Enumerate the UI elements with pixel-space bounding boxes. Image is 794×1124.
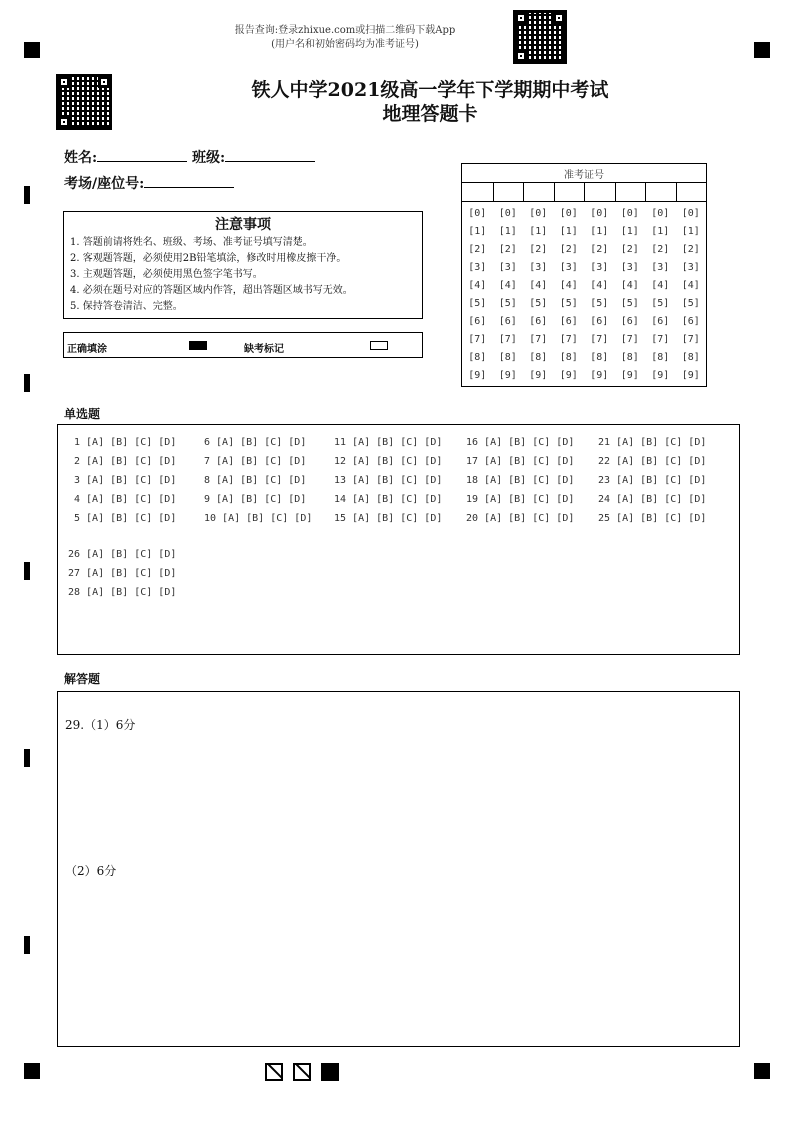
admission-digit-bubble[interactable]: [4] — [590, 280, 609, 291]
admission-digit-bubble[interactable]: [7] — [620, 334, 639, 345]
admission-digit-column — [676, 205, 707, 385]
notice-item: 4. 必须在题号对应的答题区域内作答，超出答题区域书写无效。 — [70, 285, 353, 296]
qr-code-app — [513, 10, 567, 64]
admission-digit-bubble[interactable]: [8] — [651, 352, 670, 363]
notice-box — [63, 211, 423, 319]
admission-digit-bubble[interactable]: [6] — [590, 316, 609, 327]
admission-digit-column — [493, 205, 524, 385]
admission-digit-bubble[interactable]: [2] — [590, 244, 609, 255]
answer-area[interactable] — [57, 691, 740, 1047]
admission-digit-bubble[interactable]: [0] — [620, 208, 639, 219]
notice-item: 3. 主观题答题，必须使用黑色签字笔书写。 — [70, 269, 263, 280]
question-29-part2: （2）6分 — [65, 864, 117, 878]
report-note-line2: (用户名和初始密码均为准考证号) — [271, 39, 419, 50]
admission-digit-bubble[interactable]: [7] — [651, 334, 670, 345]
admission-digit-bubble[interactable]: [2] — [498, 244, 517, 255]
admission-digit-bubble[interactable]: [6] — [498, 316, 517, 327]
correct-fill-label: 正确填涂 — [67, 344, 107, 355]
choice-question-row[interactable]: 24 [A] [B] [C] [D] — [598, 494, 707, 505]
admission-digit-bubble[interactable]: [2] — [529, 244, 548, 255]
admission-digit-bubble[interactable]: [6] — [651, 316, 670, 327]
admission-digit-bubble[interactable]: [7] — [498, 334, 517, 345]
corner-mark-bottom-right — [754, 1063, 770, 1079]
admission-digit-bubble[interactable]: [2] — [681, 244, 700, 255]
admission-digit-bubble[interactable]: [5] — [620, 298, 639, 309]
admission-digit-bubble[interactable]: [3] — [590, 262, 609, 273]
admission-digit-bubble[interactable]: [5] — [468, 298, 487, 309]
choice-question-row[interactable]: 22 [A] [B] [C] [D] — [598, 456, 707, 467]
choice-question-row[interactable]: 13 [A] [B] [C] [D] — [334, 475, 443, 486]
admission-digit-bubble[interactable]: [2] — [620, 244, 639, 255]
corner-mark-bottom-left — [24, 1063, 40, 1079]
choice-question-row[interactable]: 7 [A] [B] [C] [D] — [204, 456, 307, 467]
timing-bar — [24, 562, 30, 580]
report-note — [200, 24, 490, 52]
admission-digit-bubble[interactable]: [6] — [559, 316, 578, 327]
admission-digit-bubble[interactable]: [0] — [559, 208, 578, 219]
admission-digit-bubble[interactable]: [0] — [681, 208, 700, 219]
admission-digit-bubble[interactable]: [5] — [559, 298, 578, 309]
timing-bar — [24, 936, 30, 954]
admission-digit-bubble[interactable]: [9] — [498, 370, 517, 381]
choice-question-row[interactable]: 19 [A] [B] [C] [D] — [466, 494, 575, 505]
admission-digit-bubble[interactable]: [1] — [468, 226, 487, 237]
single-choice-area — [57, 424, 740, 655]
choice-question-row[interactable]: 21 [A] [B] [C] [D] — [598, 437, 707, 448]
choice-question-row[interactable]: 8 [A] [B] [C] [D] — [204, 475, 307, 486]
choice-question-row[interactable]: 2 [A] [B] [C] [D] — [74, 456, 177, 467]
admission-digit-bubble[interactable]: [8] — [559, 352, 578, 363]
admission-digit-bubble[interactable]: [3] — [498, 262, 517, 273]
choice-question-row[interactable]: 3 [A] [B] [C] [D] — [74, 475, 177, 486]
admission-digit-bubble[interactable]: [0] — [468, 208, 487, 219]
admission-digit-bubble[interactable]: [6] — [620, 316, 639, 327]
admission-digit-bubble[interactable]: [3] — [651, 262, 670, 273]
admission-title: 准考证号 — [564, 170, 604, 181]
admission-digit-bubble[interactable]: [8] — [468, 352, 487, 363]
admission-digit-bubble[interactable]: [7] — [468, 334, 487, 345]
notice-item: 1. 答题前请将姓名、班级、考场、准考证号填写清楚。 — [70, 237, 313, 248]
admission-digit-bubble[interactable]: [4] — [468, 280, 487, 291]
choice-question-row[interactable]: 14 [A] [B] [C] [D] — [334, 494, 443, 505]
admission-digit-bubble[interactable]: [0] — [498, 208, 517, 219]
choice-question-row[interactable]: 28 [A] [B] [C] [D] — [68, 587, 177, 598]
admission-digit-bubble[interactable]: [8] — [620, 352, 639, 363]
admission-digit-bubble[interactable]: [6] — [681, 316, 700, 327]
qr-code-student — [56, 74, 112, 130]
absent-mark-box[interactable] — [370, 341, 388, 350]
admission-digit-bubble[interactable]: [1] — [620, 226, 639, 237]
admission-digit-bubble[interactable]: [4] — [651, 280, 670, 291]
timing-bar — [24, 749, 30, 767]
choice-question-row[interactable]: 25 [A] [B] [C] [D] — [598, 513, 707, 524]
answer-label: 解答题 — [64, 672, 101, 686]
choice-question-row[interactable]: 5 [A] [B] [C] [D] — [74, 513, 177, 524]
admission-digit-bubble[interactable]: [7] — [681, 334, 700, 345]
admission-digit-bubble[interactable]: [3] — [468, 262, 487, 273]
name-field[interactable] — [97, 148, 187, 162]
notice-item: 2. 客观题答题，必须使用2B铅笔填涂，修改时用橡皮擦干净。 — [70, 253, 347, 264]
choice-question-row[interactable]: 6 [A] [B] [C] [D] — [204, 437, 307, 448]
correct-fill-sample — [189, 341, 207, 350]
timing-bar — [24, 186, 30, 204]
corner-mark-top-right — [754, 42, 770, 58]
admission-digit-bubble[interactable]: [5] — [590, 298, 609, 309]
admission-digit-column — [554, 205, 585, 385]
seat-row — [64, 173, 234, 193]
page-mark-slash — [293, 1063, 311, 1081]
admission-digit-bubble[interactable]: [0] — [590, 208, 609, 219]
admission-digit-bubble[interactable]: [1] — [529, 226, 548, 237]
notice-title: 注意事项 — [215, 217, 271, 233]
absent-mark-label: 缺考标记 — [244, 344, 284, 355]
exam-title-line1: 铁人中学2021级高一学年下学期期中考试 — [251, 79, 609, 101]
corner-mark-top-left — [24, 42, 40, 58]
admission-digit-bubble[interactable]: [4] — [620, 280, 639, 291]
admission-digit-bubble[interactable]: [9] — [529, 370, 548, 381]
admission-digit-bubble[interactable]: [1] — [681, 226, 700, 237]
choice-question-row[interactable]: 16 [A] [B] [C] [D] — [466, 437, 575, 448]
admission-digit-bubble[interactable]: [2] — [468, 244, 487, 255]
admission-digit-bubble[interactable]: [3] — [620, 262, 639, 273]
admission-digit-bubble[interactable]: [5] — [498, 298, 517, 309]
admission-digit-column — [645, 205, 676, 385]
choice-question-row[interactable]: 9 [A] [B] [C] [D] — [204, 494, 307, 505]
choice-question-row[interactable]: 11 [A] [B] [C] [D] — [334, 437, 443, 448]
choice-question-row[interactable]: 12 [A] [B] [C] [D] — [334, 456, 443, 467]
admission-digit-bubble[interactable]: [5] — [651, 298, 670, 309]
choice-question-row[interactable]: 4 [A] [B] [C] [D] — [74, 494, 177, 505]
class-field[interactable] — [225, 148, 315, 162]
admission-digit-bubble[interactable]: [4] — [681, 280, 700, 291]
admission-digit-bubble[interactable]: [4] — [529, 280, 548, 291]
admission-digit-bubble[interactable]: [3] — [559, 262, 578, 273]
admission-digit-bubble[interactable]: [7] — [590, 334, 609, 345]
name-label: 姓名: — [64, 150, 98, 166]
choice-question-row[interactable]: 18 [A] [B] [C] [D] — [466, 475, 575, 486]
choice-question-row[interactable]: 17 [A] [B] [C] [D] — [466, 456, 575, 467]
report-note-line1: 报告查询:登录zhixue.com或扫描二维码下载App — [234, 25, 456, 36]
admission-digit-bubble[interactable]: [3] — [529, 262, 548, 273]
admission-digit-bubble[interactable]: [9] — [590, 370, 609, 381]
choice-question-row[interactable]: 10 [A] [B] [C] [D] — [204, 513, 313, 524]
admission-digit-bubble[interactable]: [8] — [590, 352, 609, 363]
admission-digit-bubble[interactable]: [1] — [651, 226, 670, 237]
admission-digit-column — [523, 205, 554, 385]
choice-question-row[interactable]: 1 [A] [B] [C] [D] — [74, 437, 177, 448]
admission-digit-bubble[interactable]: [9] — [620, 370, 639, 381]
admission-digit-bubble[interactable]: [4] — [559, 280, 578, 291]
admission-digit-column — [615, 205, 646, 385]
page-mark-solid — [321, 1063, 339, 1081]
admission-digit-bubble[interactable]: [9] — [681, 370, 700, 381]
admission-digit-bubble[interactable]: [9] — [651, 370, 670, 381]
admission-digit-bubble[interactable]: [1] — [590, 226, 609, 237]
admission-digit-column — [462, 205, 493, 385]
admission-digit-column — [584, 205, 615, 385]
admission-digit-bubble[interactable]: [2] — [559, 244, 578, 255]
admission-digit-bubble[interactable]: [3] — [681, 262, 700, 273]
choice-question-row[interactable]: 15 [A] [B] [C] [D] — [334, 513, 443, 524]
choice-question-row[interactable]: 23 [A] [B] [C] [D] — [598, 475, 707, 486]
legend-box — [63, 332, 423, 358]
exam-title — [200, 78, 660, 126]
notice-item: 5. 保持答卷清洁、完整。 — [70, 301, 183, 312]
admission-digit-bubble[interactable]: [0] — [651, 208, 670, 219]
admission-digit-bubble[interactable]: [0] — [529, 208, 548, 219]
exam-title-line2: 地理答题卡 — [382, 103, 478, 125]
admission-digit-bubble[interactable]: [8] — [498, 352, 517, 363]
admission-digit-bubble[interactable]: [5] — [529, 298, 548, 309]
admission-digit-bubble[interactable]: [8] — [681, 352, 700, 363]
single-choice-label: 单选题 — [64, 407, 101, 421]
admission-digit-bubble[interactable]: [2] — [651, 244, 670, 255]
admission-digit-bubble[interactable]: [6] — [468, 316, 487, 327]
question-29-part1: 29.（1）6分 — [65, 718, 136, 732]
admission-digit-bubble[interactable]: [7] — [529, 334, 548, 345]
admission-digit-bubble[interactable]: [1] — [559, 226, 578, 237]
admission-digit-bubble[interactable]: [8] — [529, 352, 548, 363]
page-mark-slash — [265, 1063, 283, 1081]
choice-question-row[interactable]: 27 [A] [B] [C] [D] — [68, 568, 177, 579]
class-label: 班级: — [192, 150, 226, 166]
admission-digit-bubble[interactable]: [5] — [681, 298, 700, 309]
admission-digit-bubble[interactable]: [4] — [498, 280, 517, 291]
admission-digit-bubble[interactable]: [9] — [468, 370, 487, 381]
admission-digit-bubble[interactable]: [7] — [559, 334, 578, 345]
admission-digit-bubble[interactable]: [9] — [559, 370, 578, 381]
timing-bar — [24, 374, 30, 392]
admission-number-box — [461, 163, 707, 387]
choice-question-row[interactable]: 20 [A] [B] [C] [D] — [466, 513, 575, 524]
seat-label: 考场/座位号: — [64, 176, 145, 192]
admission-digit-bubble[interactable]: [1] — [498, 226, 517, 237]
choice-question-row[interactable]: 26 [A] [B] [C] [D] — [68, 549, 177, 560]
name-class-row — [64, 147, 315, 167]
seat-field[interactable] — [144, 174, 234, 188]
admission-digit-bubble[interactable]: [6] — [529, 316, 548, 327]
